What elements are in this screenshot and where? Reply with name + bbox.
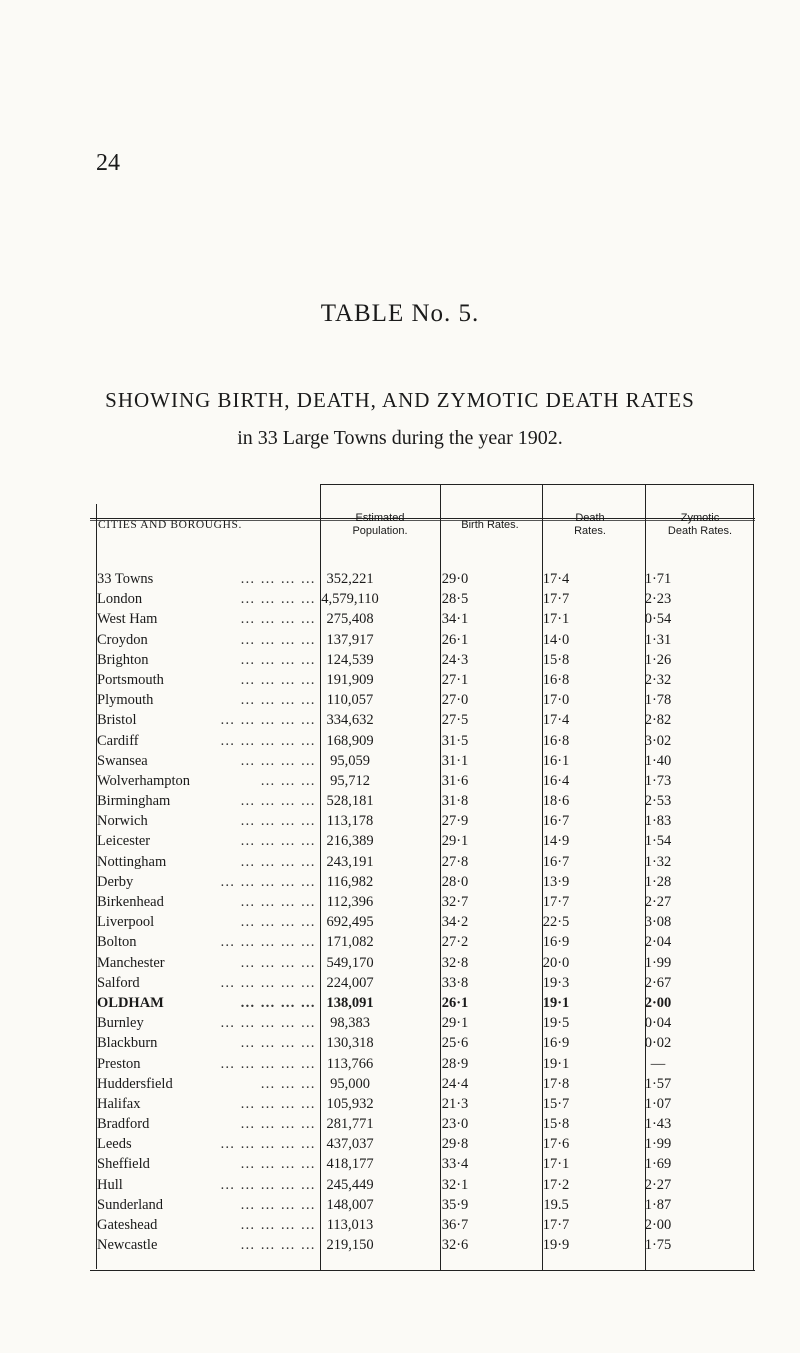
table-row	[90, 1054, 755, 1074]
birth-rate-value: 21·3	[441, 1095, 469, 1112]
leader-dots: … … … …	[240, 571, 316, 587]
zymotic-rate-value: 2·23	[644, 591, 672, 608]
birth-rate-value: 27·0	[441, 692, 469, 709]
city-name: Halifax	[97, 1094, 144, 1114]
city-name: 33 Towns	[97, 569, 157, 589]
city-name: Wolverhampton	[97, 771, 194, 791]
city-name: Burnley	[97, 1013, 148, 1033]
table-row	[90, 1195, 755, 1215]
death-rate-value: 17·4	[542, 712, 570, 729]
page-number: 24	[96, 150, 120, 176]
death-rate-value: 16·8	[542, 732, 570, 749]
zymotic-rate-value: 1·07	[644, 1095, 672, 1112]
zymotic-rate-value: 1·75	[644, 1237, 672, 1254]
zymotic-rate-value: 1·69	[644, 1156, 672, 1173]
birth-rate-value: 25·6	[441, 1035, 469, 1052]
zymotic-rate-value: 1·28	[644, 873, 672, 890]
city-name: Huddersfield	[97, 1074, 177, 1094]
city-name: Plymouth	[97, 690, 157, 710]
leader-dots: … … … … …	[220, 934, 316, 951]
table-row	[90, 1175, 755, 1195]
zymotic-rate-value: 2·67	[644, 974, 672, 991]
birth-rate-value: 28·9	[441, 1055, 469, 1072]
birth-rate-value: 26·1	[441, 631, 469, 648]
leader-dots: … … … …	[240, 611, 316, 628]
table-top-rule	[320, 484, 753, 485]
death-rate-value: 15·8	[542, 651, 570, 668]
zymotic-rate-value: —	[650, 1055, 666, 1072]
death-rate-value: 15·8	[542, 1116, 570, 1133]
city-name: Sheffield	[97, 1154, 154, 1174]
death-rate-value: 17·1	[542, 1156, 570, 1173]
zymotic-rate-value: 1·87	[644, 1196, 672, 1213]
population-value: 352,221	[326, 571, 374, 587]
birth-rate-value: 27·8	[441, 853, 469, 870]
leader-dots: … … … …	[240, 591, 316, 608]
population-value: 224,007	[326, 974, 374, 991]
death-rate-value: 19·5	[542, 1015, 570, 1032]
death-rate-value: 16·8	[542, 671, 570, 688]
city-name: Portsmouth	[97, 670, 168, 690]
birth-rate-value: 24·3	[441, 651, 469, 668]
leader-dots: … … … …	[240, 1156, 316, 1173]
birth-rate-value: 31·8	[441, 793, 469, 810]
population-value: 98,383	[330, 1015, 370, 1032]
population-value: 334,632	[326, 712, 374, 729]
population-value: 281,771	[326, 1116, 374, 1133]
city-name: Nottingham	[97, 852, 170, 872]
table-row	[90, 569, 755, 589]
table-row	[90, 1013, 755, 1033]
death-rate-value: 16·9	[542, 1035, 570, 1052]
city-name: Bristol	[97, 710, 140, 730]
zymotic-rate-value: 2·27	[644, 1176, 672, 1193]
zymotic-rate-value: 2·00	[644, 1217, 672, 1233]
leader-dots: … … … …	[240, 1237, 316, 1254]
leader-dots: … … … …	[240, 752, 316, 769]
birth-rate-value: 33·4	[441, 1156, 469, 1173]
table-row	[90, 589, 755, 609]
population-value: 4,579,110	[321, 591, 379, 608]
zymotic-rate-value: 2·00	[644, 994, 672, 1011]
zymotic-rate-value: 2·82	[644, 712, 672, 729]
table-row	[90, 993, 755, 1013]
city-name: Hull	[97, 1175, 127, 1195]
table-subtitle: SHOWING BIRTH, DEATH, AND ZYMOTIC DEATH RATES	[105, 388, 695, 412]
population-value: 243,191	[326, 853, 374, 870]
zymotic-rate-value: 1·54	[644, 833, 672, 850]
table-row	[90, 771, 755, 791]
leader-dots: … … … …	[240, 671, 316, 688]
zymotic-rate-value: 1·99	[644, 954, 672, 971]
leader-dots: … … … …	[240, 833, 316, 850]
birth-rate-value: 32·7	[441, 894, 469, 910]
city-name: Swansea	[97, 751, 152, 771]
city-name: Sunderland	[97, 1195, 167, 1215]
population-value: 105,932	[326, 1095, 374, 1112]
population-value: 168,909	[326, 732, 374, 749]
table-row	[90, 973, 755, 993]
zymotic-rate-value: 1·32	[644, 853, 672, 870]
population-value: 191,909	[326, 671, 374, 688]
population-value: 124,539	[326, 651, 374, 668]
zymotic-rate-value: 1·43	[644, 1116, 672, 1133]
city-name: Leicester	[97, 831, 154, 851]
zymotic-rate-value: 0·54	[644, 611, 672, 628]
city-name: Preston	[97, 1054, 145, 1074]
header-death: Death Rates.	[574, 512, 606, 537]
birth-rate-value: 32·1	[441, 1176, 469, 1193]
death-rate-value: 19.5	[543, 1196, 569, 1213]
table-row	[90, 1134, 755, 1154]
city-name: Birkenhead	[97, 892, 168, 912]
leader-dots: … … … …	[240, 853, 316, 870]
birth-rate-value: 28·5	[441, 591, 469, 608]
table-row	[90, 710, 755, 730]
table-row	[90, 1215, 755, 1235]
birth-rate-value: 31·5	[441, 732, 469, 749]
population-value: 95,000	[330, 1075, 370, 1092]
city-name: Bradford	[97, 1114, 153, 1134]
city-name: Birmingham	[97, 791, 174, 811]
table-row	[90, 1114, 755, 1134]
population-value: 219,150	[326, 1237, 374, 1254]
zymotic-rate-value: 1·99	[644, 1136, 672, 1153]
table-row	[90, 872, 755, 892]
death-rate-value: 17·1	[542, 611, 570, 628]
birth-rate-value: 35·9	[441, 1196, 469, 1213]
population-value: 116,982	[326, 873, 374, 890]
leader-dots: … … … … …	[220, 1055, 316, 1072]
header-zymotic: Zymotic Death Rates.	[667, 512, 733, 537]
table-row	[90, 670, 755, 690]
leader-dots: … … … …	[240, 954, 316, 971]
death-rate-value: 17·4	[542, 571, 570, 587]
death-rate-value: 16·4	[542, 772, 570, 789]
table-row	[90, 609, 755, 629]
leader-dots: … … … …	[240, 1196, 316, 1213]
zymotic-rate-value: 1·57	[644, 1075, 672, 1092]
death-rate-value: 16·7	[542, 813, 570, 830]
death-rate-value: 17·2	[542, 1176, 570, 1193]
population-value: 95,059	[330, 752, 370, 769]
zymotic-rate-value: 1·26	[644, 651, 672, 668]
death-rate-value: 17·8	[542, 1075, 570, 1092]
leader-dots: … … … …	[240, 894, 316, 910]
city-name: Leeds	[97, 1134, 136, 1154]
table-row	[90, 690, 755, 710]
population-value: 95,712	[330, 772, 370, 789]
table-row	[90, 912, 755, 932]
city-name: Norwich	[97, 811, 152, 831]
table-row	[90, 811, 755, 831]
table-row	[90, 831, 755, 851]
population-value: 130,318	[326, 1035, 374, 1052]
leader-dots: … … … … …	[220, 732, 316, 749]
population-value: 112,396	[326, 894, 374, 910]
death-rate-value: 17·6	[542, 1136, 570, 1153]
population-value: 245,449	[326, 1176, 374, 1193]
zymotic-rate-value: 1·73	[644, 772, 672, 789]
table-title: TABLE No. 5.	[320, 300, 480, 327]
death-rate-value: 19·1	[542, 1055, 570, 1072]
city-name: Blackburn	[97, 1033, 161, 1053]
rates-table	[90, 484, 755, 1271]
population-value: 275,408	[326, 611, 374, 628]
birth-rate-value: 27·9	[441, 813, 469, 830]
table-row	[90, 751, 755, 771]
birth-rate-value: 34·1	[441, 611, 469, 628]
header-birth: Birth Rates.	[461, 518, 519, 531]
population-value: 113,766	[326, 1055, 374, 1072]
city-name: Bolton	[97, 932, 140, 952]
zymotic-rate-value: 2·32	[644, 671, 672, 688]
death-rate-value: 14·0	[542, 631, 570, 648]
leader-dots: … … … … …	[220, 873, 316, 890]
death-rate-value: 17·7	[542, 894, 570, 910]
death-rate-value: 19·1	[542, 994, 570, 1011]
zymotic-rate-value: 3·08	[644, 914, 672, 931]
birth-rate-value: 32·6	[441, 1237, 469, 1254]
birth-rate-value: 34·2	[441, 914, 469, 931]
population-value: 418,177	[326, 1156, 374, 1173]
zymotic-rate-value: 1·31	[644, 631, 672, 648]
city-name: Gateshead	[97, 1215, 161, 1235]
birth-rate-value: 27·2	[441, 934, 469, 951]
birth-rate-value: 36·7	[441, 1217, 469, 1233]
birth-rate-value: 32·8	[441, 954, 469, 971]
header-cities: CITIES AND BOROUGHS.	[98, 518, 242, 531]
header-population: Estimated Population.	[352, 512, 408, 537]
city-name: West Ham	[97, 609, 161, 629]
table-bottom-rule	[90, 1270, 755, 1271]
leader-dots: … … … … …	[220, 1015, 316, 1032]
city-name: Manchester	[97, 953, 169, 973]
birth-rate-value: 28·0	[441, 873, 469, 890]
city-name: London	[97, 589, 146, 609]
city-name: Salford	[97, 973, 144, 993]
city-name: Cardiff	[97, 731, 143, 751]
birth-rate-value: 24·4	[441, 1075, 469, 1092]
zymotic-rate-value: 1·40	[644, 752, 672, 769]
population-value: 110,057	[326, 692, 374, 709]
zymotic-rate-value: 1·78	[644, 692, 672, 709]
leader-dots: … … …	[260, 772, 316, 789]
zymotic-rate-value: 3·02	[644, 732, 672, 749]
leader-dots: … … … …	[240, 1095, 316, 1112]
leader-dots: … … … … …	[220, 712, 316, 729]
death-rate-value: 19·3	[542, 974, 570, 991]
birth-rate-value: 26·1	[441, 994, 469, 1011]
leader-dots: … … … …	[240, 994, 316, 1011]
table-row	[90, 1154, 755, 1174]
table-row	[90, 852, 755, 872]
zymotic-rate-value: 2·04	[644, 934, 672, 951]
leader-dots: … … … … …	[220, 974, 316, 991]
population-value: 549,170	[326, 954, 374, 971]
table-row	[90, 791, 755, 811]
population-value: 137,917	[326, 631, 374, 648]
table-row	[90, 1235, 755, 1255]
population-value: 148,007	[326, 1196, 374, 1213]
table-row	[90, 731, 755, 751]
zymotic-rate-value: 2·27	[644, 894, 672, 910]
table-row	[90, 1094, 755, 1114]
birth-rate-value: 27·5	[441, 712, 469, 729]
population-value: 113,013	[326, 1217, 374, 1233]
zymotic-rate-value: 1·83	[644, 813, 672, 830]
leader-dots: … … … …	[240, 813, 316, 830]
leader-dots: … … … …	[240, 1116, 316, 1133]
population-value: 138,091	[326, 994, 374, 1011]
table-subtitle-line2: in 33 Large Towns during the year 1902.	[237, 427, 563, 449]
birth-rate-value: 29·8	[441, 1136, 469, 1153]
leader-dots: … … … … …	[220, 1176, 316, 1193]
city-name: Derby	[97, 872, 137, 892]
birth-rate-value: 31·6	[441, 772, 469, 789]
table-body	[90, 569, 755, 1255]
death-rate-value: 15·7	[542, 1095, 570, 1112]
death-rate-value: 17·0	[542, 692, 570, 709]
birth-rate-value: 29·1	[441, 1015, 469, 1032]
leader-dots: … … … …	[240, 914, 316, 931]
death-rate-value: 18·6	[542, 793, 570, 810]
birth-rate-value: 27·1	[441, 671, 469, 688]
death-rate-value: 16·7	[542, 853, 570, 870]
birth-rate-value: 33·8	[441, 974, 469, 991]
table-row	[90, 630, 755, 650]
birth-rate-value: 29·1	[441, 833, 469, 850]
leader-dots: … … … …	[240, 793, 316, 810]
leader-dots: … … … …	[240, 1035, 316, 1052]
population-value: 113,178	[326, 813, 374, 830]
table-row	[90, 1074, 755, 1094]
table-row	[90, 1033, 755, 1053]
table-row	[90, 650, 755, 670]
leader-dots: … … … …	[240, 692, 316, 709]
city-name: OLDHAM	[97, 993, 168, 1013]
death-rate-value: 17·7	[542, 591, 570, 608]
death-rate-value: 22·5	[542, 914, 570, 931]
death-rate-value: 17·7	[542, 1217, 570, 1233]
leader-dots: … … … …	[240, 631, 316, 648]
table-row	[90, 932, 755, 952]
table-row	[90, 892, 755, 912]
birth-rate-value: 31·1	[441, 752, 469, 769]
birth-rate-value: 23·0	[441, 1116, 469, 1133]
leader-dots: … … … …	[240, 651, 316, 668]
population-value: 437,037	[326, 1136, 374, 1153]
population-value: 528,181	[326, 793, 374, 810]
city-name: Liverpool	[97, 912, 158, 932]
leader-dots: … … … …	[240, 1217, 316, 1233]
population-value: 692,495	[326, 914, 374, 931]
death-rate-value: 20·0	[542, 954, 570, 971]
death-rate-value: 14·9	[542, 833, 570, 850]
table-row	[90, 953, 755, 973]
zymotic-rate-value: 2·53	[644, 793, 672, 810]
city-name: Newcastle	[97, 1235, 161, 1255]
leader-dots: … … … … …	[220, 1136, 316, 1153]
zymotic-rate-value: 1·71	[644, 571, 672, 587]
population-value: 216,389	[326, 833, 374, 850]
city-name: Brighton	[97, 650, 153, 670]
zymotic-rate-value: 0·02	[644, 1035, 672, 1052]
death-rate-value: 16·1	[542, 752, 570, 769]
population-value: 171,082	[326, 934, 374, 951]
death-rate-value: 19·9	[542, 1237, 570, 1254]
leader-dots: … … …	[260, 1075, 316, 1092]
death-rate-value: 16·9	[542, 934, 570, 951]
birth-rate-value: 29·0	[441, 571, 469, 587]
death-rate-value: 13·9	[542, 873, 570, 890]
zymotic-rate-value: 0·04	[644, 1015, 672, 1032]
city-name: Croydon	[97, 630, 152, 650]
